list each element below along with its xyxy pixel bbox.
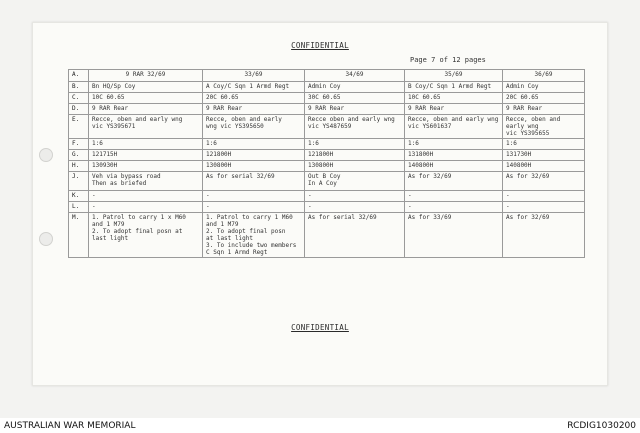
table-cell: 130800H — [203, 161, 305, 172]
table-cell: - — [89, 202, 203, 213]
row-label: C. — [69, 93, 89, 104]
table-cell: 1:6 — [203, 139, 305, 150]
table-cell: B Coy/C Sqn 1 Armd Regt — [405, 82, 503, 93]
table-cell: 121800H — [203, 150, 305, 161]
table-cell: - — [203, 202, 305, 213]
table-row — [69, 139, 585, 150]
column-header: 9 RAR 32/69 — [89, 70, 203, 82]
table-cell: As for 33/69 — [405, 213, 503, 258]
table-cell: 131800H — [405, 150, 503, 161]
archive-id: RCDIG1030200 — [567, 421, 636, 431]
table-cell: 121800H — [305, 150, 405, 161]
archive-footer — [0, 420, 640, 433]
column-header: 35/69 — [405, 70, 503, 82]
column-header: 34/69 — [305, 70, 405, 82]
table-cell: - — [203, 191, 305, 202]
row-label: K. — [69, 191, 89, 202]
table-cell: 140800H — [405, 161, 503, 172]
table-cell: Recce, oben and early wng vic YS601637 — [405, 115, 503, 139]
table-cell: 121715H — [89, 150, 203, 161]
punch-hole — [39, 148, 53, 162]
table-cell: 1:6 — [89, 139, 203, 150]
table-cell: 9 RAR Rear — [89, 104, 203, 115]
table-header-row — [69, 70, 585, 82]
table-cell: Bn HQ/Sp Coy — [89, 82, 203, 93]
header-classification: CONFIDENTIAL — [291, 41, 349, 50]
table-row — [69, 172, 585, 191]
table-cell: 131730H — [503, 150, 585, 161]
table-cell: 130800H — [305, 161, 405, 172]
table-cell: Recce, oben and early wng vic YS395671 — [89, 115, 203, 139]
table-cell: 1:6 — [305, 139, 405, 150]
table-cell: 9 RAR Rear — [305, 104, 405, 115]
table-cell: Out B Coy In A Coy — [305, 172, 405, 191]
table-row — [69, 104, 585, 115]
table-cell: As for serial 32/69 — [203, 172, 305, 191]
row-label: J. — [69, 172, 89, 191]
table-cell: Recce, oben and early wng vic YS395655 — [503, 115, 585, 139]
table-cell: - — [503, 202, 585, 213]
table-cell: Admin Coy — [503, 82, 585, 93]
table-cell: As for serial 32/69 — [305, 213, 405, 258]
row-label: F. — [69, 139, 89, 150]
table-cell: Recce oben and early wng vic YS487659 — [305, 115, 405, 139]
table-cell: 20C 60.65 — [203, 93, 305, 104]
row-label: G. — [69, 150, 89, 161]
document-page — [32, 22, 608, 386]
table-cell: As for 32/69 — [405, 172, 503, 191]
table-cell: Admin Coy — [305, 82, 405, 93]
table-cell: A Coy/C Sqn 1 Armd Regt — [203, 82, 305, 93]
table-cell: 1:6 — [503, 139, 585, 150]
table-cell: 20C 60.65 — [503, 93, 585, 104]
table-cell: - — [89, 191, 203, 202]
table-row — [69, 213, 585, 258]
table-cell: 9 RAR Rear — [405, 104, 503, 115]
table-cell: Veh via bypass road Then as briefed — [89, 172, 203, 191]
table-cell: 1:6 — [405, 139, 503, 150]
table-cell: 10C 60.65 — [405, 93, 503, 104]
archive-name: AUSTRALIAN WAR MEMORIAL — [4, 421, 136, 431]
punch-hole — [39, 232, 53, 246]
table-cell: 140800H — [503, 161, 585, 172]
column-header: 36/69 — [503, 70, 585, 82]
table-row — [69, 150, 585, 161]
table-cell: 1. Patrol to carry 1 M60 and 1 M79 2. To adopt final posn at last light 3. To include two members C Sqn 1 Armd Regt — [203, 213, 305, 258]
table-row — [69, 191, 585, 202]
row-label: H. — [69, 161, 89, 172]
table-row — [69, 115, 585, 139]
table-cell: 10C 60.65 — [89, 93, 203, 104]
footer-classification: CONFIDENTIAL — [291, 323, 349, 332]
page-number: Page 7 of 12 pages — [410, 56, 486, 64]
row-label: D. — [69, 104, 89, 115]
orders-table — [68, 69, 585, 258]
row-label: B. — [69, 82, 89, 93]
table-cell: - — [405, 191, 503, 202]
table-cell: 30C 60.65 — [305, 93, 405, 104]
column-header: 33/69 — [203, 70, 305, 82]
row-label: M. — [69, 213, 89, 258]
table-cell: 130930H — [89, 161, 203, 172]
table-cell: 9 RAR Rear — [203, 104, 305, 115]
table-cell: - — [305, 191, 405, 202]
table-cell: As for 32/69 — [503, 172, 585, 191]
row-label: E. — [69, 115, 89, 139]
table-cell: - — [305, 202, 405, 213]
table-cell: - — [405, 202, 503, 213]
row-label-a: A. — [69, 70, 89, 82]
table-cell: 9 RAR Rear — [503, 104, 585, 115]
table-cell: As for 32/69 — [503, 213, 585, 258]
table-row — [69, 202, 585, 213]
table-cell: - — [503, 191, 585, 202]
table-row — [69, 161, 585, 172]
table-cell: Recce, oben and early wng vic YS395650 — [203, 115, 305, 139]
table-cell: 1. Patrol to carry 1 x M60 and 1 M79 2. To adopt final posn at last light — [89, 213, 203, 258]
table-row — [69, 93, 585, 104]
table-row — [69, 82, 585, 93]
row-label: L. — [69, 202, 89, 213]
